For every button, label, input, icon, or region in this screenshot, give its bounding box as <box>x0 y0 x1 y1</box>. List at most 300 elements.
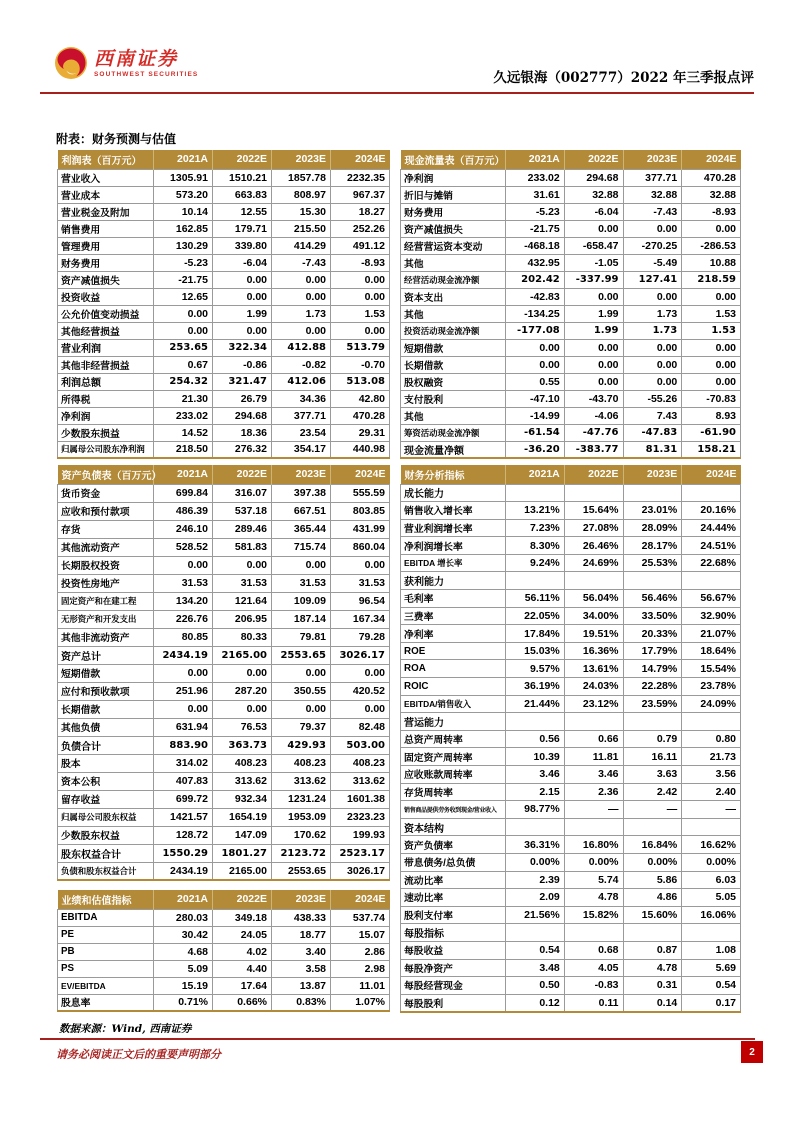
table-row <box>58 977 390 994</box>
cell-value: 4.40 <box>213 960 272 977</box>
table-row <box>58 994 390 1011</box>
cell-value: -5.23 <box>506 203 565 220</box>
cell-value: 3.63 <box>623 766 682 784</box>
cell-value: 16.11 <box>623 748 682 766</box>
cell-value: 16.62% <box>682 836 741 854</box>
table-row <box>58 808 390 826</box>
cell-value: 0.56 <box>506 730 565 748</box>
cell-value: 130.29 <box>154 237 213 254</box>
table-row <box>401 959 741 977</box>
cell-value: 883.90 <box>154 736 213 754</box>
cell-value: 23.59% <box>623 695 682 713</box>
cell-value: 313.62 <box>331 772 390 790</box>
brand-logo-text <box>94 49 198 78</box>
row-label: 资本支出 <box>401 288 506 305</box>
row-label: 每股收益 <box>401 941 506 959</box>
row-label: 支付股利 <box>401 390 506 407</box>
row-label: 财务费用 <box>58 254 154 271</box>
cell-value: 0.00 <box>154 305 213 322</box>
cell-value: 0.00 <box>154 700 213 718</box>
cell-value: 0.00% <box>506 853 565 871</box>
table-row <box>401 994 741 1012</box>
cell-value: 170.62 <box>272 826 331 844</box>
cell-value: 631.94 <box>154 718 213 736</box>
table-row <box>401 537 741 555</box>
cell-value: 0.17 <box>682 994 741 1012</box>
table-header-row <box>401 465 741 484</box>
table-row <box>58 610 390 628</box>
column-header: 2023E <box>272 890 331 909</box>
row-label: 长期股权投资 <box>58 556 154 574</box>
cell-value: 420.52 <box>331 682 390 700</box>
row-label: 短期借款 <box>401 339 506 356</box>
table-row <box>401 554 741 572</box>
cell-value: 251.96 <box>154 682 213 700</box>
cell-value: 699.84 <box>154 484 213 502</box>
table-row <box>58 736 390 754</box>
cell-value: -47.83 <box>623 424 682 441</box>
table-row <box>58 592 390 610</box>
right-column <box>400 150 741 1036</box>
cell-value: 2.86 <box>331 943 390 960</box>
cell-value: 0.00 <box>272 322 331 339</box>
cell-value: 0.00 <box>331 288 390 305</box>
row-label: 净利率 <box>401 625 506 643</box>
cell-value: 31.53 <box>272 574 331 592</box>
table-row <box>401 889 741 907</box>
cell-value: 21.30 <box>154 390 213 407</box>
cell-value: -1.05 <box>564 254 623 271</box>
cell-value: 0.54 <box>682 977 741 995</box>
table-row <box>58 790 390 808</box>
table-row <box>401 783 741 801</box>
cell-value: 0.55 <box>506 373 565 390</box>
cell-value: 1953.09 <box>272 808 331 826</box>
column-header: 2024E <box>682 465 741 484</box>
table-title: 现金流量表（百万元） <box>401 150 506 169</box>
cell-value: 11.01 <box>331 977 390 994</box>
cell-value: 82.48 <box>331 718 390 736</box>
cell-value: 573.20 <box>154 186 213 203</box>
cell-value: 16.36% <box>564 642 623 660</box>
cell-value: 246.10 <box>154 520 213 538</box>
cell-value: 253.65 <box>154 339 213 356</box>
cell-value: 76.53 <box>213 718 272 736</box>
cell-value: 294.68 <box>213 407 272 424</box>
cell-value: 0.00 <box>154 556 213 574</box>
row-label: 带息债务/总负债 <box>401 853 506 871</box>
row-label: 流动比率 <box>401 871 506 889</box>
cell-value: 80.85 <box>154 628 213 646</box>
cell-value: 0.71% <box>154 994 213 1011</box>
cell-value: -21.75 <box>154 271 213 288</box>
cell-value: 537.74 <box>331 909 390 926</box>
table-row <box>58 407 390 424</box>
row-label: 每股净资产 <box>401 959 506 977</box>
cell-value: 803.85 <box>331 502 390 520</box>
cell-value: 0.00% <box>564 853 623 871</box>
table-row <box>58 862 390 880</box>
table-row <box>401 254 741 271</box>
cell-value: 206.95 <box>213 610 272 628</box>
table-row <box>401 441 741 458</box>
cell-value: 98.77% <box>506 801 565 819</box>
cell-value: 96.54 <box>331 592 390 610</box>
row-label: 所得税 <box>58 390 154 407</box>
cell-value: 23.12% <box>564 695 623 713</box>
table-row <box>401 373 741 390</box>
row-label: 销售收入增长率 <box>401 502 506 520</box>
row-label: PS <box>58 960 154 977</box>
cell-value: 289.46 <box>213 520 272 538</box>
cell-value: 5.69 <box>682 959 741 977</box>
row-label: 负债和股东权益合计 <box>58 862 154 880</box>
cell-value: -70.83 <box>682 390 741 407</box>
column-header: 2024E <box>331 150 390 169</box>
cell-value: 1.53 <box>682 322 741 339</box>
section-row <box>401 818 741 836</box>
cell-value: 280.03 <box>154 909 213 926</box>
cell-value: 276.32 <box>213 441 272 458</box>
row-label: 净利润 <box>58 407 154 424</box>
brand-logo <box>54 46 198 80</box>
cell-value <box>564 572 623 590</box>
cell-value: 0.68 <box>564 941 623 959</box>
table-row <box>401 871 741 889</box>
row-label: 其他负债 <box>58 718 154 736</box>
cell-value <box>506 572 565 590</box>
cell-value: 33.50% <box>623 607 682 625</box>
table-row <box>58 356 390 373</box>
column-header: 2021A <box>506 150 565 169</box>
cell-value: 1.08 <box>682 941 741 959</box>
row-label: 现金流量净额 <box>401 441 506 458</box>
cell-value: 22.28% <box>623 678 682 696</box>
cell-value: 0.00 <box>154 322 213 339</box>
cell-value: 18.27 <box>331 203 390 220</box>
cell-value: 3026.17 <box>331 646 390 664</box>
cell-value <box>506 924 565 942</box>
section-row <box>401 572 741 590</box>
cell-value: 25.53% <box>623 554 682 572</box>
cell-value: -0.83 <box>564 977 623 995</box>
cell-value <box>506 484 565 502</box>
header-rule <box>40 92 754 94</box>
table-row <box>58 305 390 322</box>
cell-value: 316.07 <box>213 484 272 502</box>
valuation-metrics-table <box>57 890 390 1012</box>
row-label: 短期借款 <box>58 664 154 682</box>
row-label: 存货 <box>58 520 154 538</box>
cell-value: 0.14 <box>623 994 682 1012</box>
cell-value: 27.08% <box>564 519 623 537</box>
cell-value: 528.52 <box>154 538 213 556</box>
row-label: 负债合计 <box>58 736 154 754</box>
cell-value: 21.44% <box>506 695 565 713</box>
cell-value: -61.90 <box>682 424 741 441</box>
cell-value: 2165.00 <box>213 862 272 880</box>
cell-value: 2323.23 <box>331 808 390 826</box>
cell-value: 199.93 <box>331 826 390 844</box>
column-header: 2021A <box>154 465 213 484</box>
cell-value: 18.36 <box>213 424 272 441</box>
cell-value: 215.50 <box>272 220 331 237</box>
cell-value: 0.00 <box>331 271 390 288</box>
cell-value: -42.83 <box>506 288 565 305</box>
column-header: 2021A <box>154 890 213 909</box>
table-row <box>58 339 390 356</box>
cell-value: 1.07% <box>331 994 390 1011</box>
cell-value: 0.31 <box>623 977 682 995</box>
row-label: 股东权益合计 <box>58 844 154 862</box>
cell-value: 147.09 <box>213 826 272 844</box>
column-header: 2022E <box>213 890 272 909</box>
cell-value <box>623 713 682 731</box>
cell-value: 0.00 <box>682 373 741 390</box>
section-row <box>401 484 741 502</box>
cell-value: -21.75 <box>506 220 565 237</box>
table-row <box>58 502 390 520</box>
cell-value: -36.20 <box>506 441 565 458</box>
table-row <box>58 390 390 407</box>
cell-value: 24.03% <box>564 678 623 696</box>
column-header: 2023E <box>623 150 682 169</box>
cell-value: 0.00 <box>213 556 272 574</box>
cell-value: 24.69% <box>564 554 623 572</box>
cell-value: 0.00% <box>682 853 741 871</box>
row-label: 营业税金及附加 <box>58 203 154 220</box>
cell-value: 0.00 <box>564 220 623 237</box>
balance-sheet-table <box>57 465 390 881</box>
table-row <box>58 909 390 926</box>
footer-rule <box>40 1038 755 1040</box>
cell-value: 21.73 <box>682 748 741 766</box>
cell-value: 0.00 <box>272 700 331 718</box>
row-label: 资本结构 <box>401 818 506 836</box>
cell-value: 17.79% <box>623 642 682 660</box>
cell-value: 109.09 <box>272 592 331 610</box>
cell-value: 56.04% <box>564 590 623 608</box>
cell-value: — <box>623 801 682 819</box>
table-row <box>401 407 741 424</box>
page-header <box>40 42 754 90</box>
cell-value: 8.30% <box>506 537 565 555</box>
table-row <box>401 339 741 356</box>
cell-value: 503.00 <box>331 736 390 754</box>
cell-value: 429.93 <box>272 736 331 754</box>
cell-value: 20.16% <box>682 502 741 520</box>
cell-value: -177.08 <box>506 322 565 339</box>
row-label: 获利能力 <box>401 572 506 590</box>
cell-value: 10.88 <box>682 254 741 271</box>
brand-logo-icon <box>54 46 88 80</box>
row-label: 速动比率 <box>401 889 506 907</box>
cell-value: 486.39 <box>154 502 213 520</box>
cell-value <box>506 818 565 836</box>
cell-value: 1510.21 <box>213 169 272 186</box>
cell-value: 2523.17 <box>331 844 390 862</box>
cell-value: 1.73 <box>623 305 682 322</box>
table-row <box>58 186 390 203</box>
row-label: 其他 <box>401 407 506 424</box>
cell-value: 218.50 <box>154 441 213 458</box>
cell-value: 715.74 <box>272 538 331 556</box>
cell-value: 294.68 <box>564 169 623 186</box>
row-label: 销售费用 <box>58 220 154 237</box>
cell-value: 81.31 <box>623 441 682 458</box>
cell-value: 0.00 <box>213 288 272 305</box>
cell-value: 0.00 <box>331 700 390 718</box>
cell-value: 31.53 <box>331 574 390 592</box>
cell-value: 397.38 <box>272 484 331 502</box>
cell-value: 408.23 <box>331 754 390 772</box>
cell-value: 36.19% <box>506 678 565 696</box>
cell-value: 202.42 <box>506 271 565 288</box>
table-row <box>58 520 390 538</box>
cell-value: 128.72 <box>154 826 213 844</box>
cell-value: 967.37 <box>331 186 390 203</box>
cell-value: 1801.27 <box>213 844 272 862</box>
cell-value <box>623 818 682 836</box>
cell-value: -6.04 <box>564 203 623 220</box>
cell-value <box>564 484 623 502</box>
cell-value: -286.53 <box>682 237 741 254</box>
cell-value: 34.00% <box>564 607 623 625</box>
column-header: 2023E <box>272 465 331 484</box>
cell-value: 0.66% <box>213 994 272 1011</box>
row-label: 管理费用 <box>58 237 154 254</box>
table-row <box>58 574 390 592</box>
cell-value: 0.00 <box>213 271 272 288</box>
cell-value: 16.84% <box>623 836 682 854</box>
cell-value: 24.05 <box>213 926 272 943</box>
cell-value: 0.87 <box>623 941 682 959</box>
cell-value: 932.34 <box>213 790 272 808</box>
row-label: 股权融资 <box>401 373 506 390</box>
cell-value: -14.99 <box>506 407 565 424</box>
brand-name-en: SOUTHWEST SECURITIES <box>94 71 199 78</box>
page-number-badge: 2 <box>741 1041 763 1063</box>
cell-value: 2.15 <box>506 783 565 801</box>
cell-value: 354.17 <box>272 441 331 458</box>
cell-value: -8.93 <box>331 254 390 271</box>
table-row <box>58 826 390 844</box>
cell-value: 313.62 <box>213 772 272 790</box>
cell-value: -0.86 <box>213 356 272 373</box>
section-row <box>401 924 741 942</box>
column-header: 2022E <box>213 465 272 484</box>
cell-value: 23.78% <box>682 678 741 696</box>
table-row <box>58 700 390 718</box>
cell-value <box>682 818 741 836</box>
cell-value <box>564 924 623 942</box>
cash-flow-table <box>400 150 741 459</box>
table-row <box>58 288 390 305</box>
table-row <box>401 237 741 254</box>
row-label: 货币资金 <box>58 484 154 502</box>
cell-value: 24.09% <box>682 695 741 713</box>
cell-value: 0.00 <box>272 288 331 305</box>
table-row <box>58 718 390 736</box>
row-label: 销售商品提供劳务收到现金/营业收入 <box>401 801 506 819</box>
cell-value: 252.26 <box>331 220 390 237</box>
row-label: 少数股东损益 <box>58 424 154 441</box>
cell-value: 7.23% <box>506 519 565 537</box>
column-header: 2022E <box>564 150 623 169</box>
table-row <box>401 288 741 305</box>
cell-value: 0.11 <box>564 994 623 1012</box>
cell-value: 0.00 <box>272 664 331 682</box>
cell-value: 24.51% <box>682 537 741 555</box>
cell-value: 134.20 <box>154 592 213 610</box>
row-label: 应付和预收款项 <box>58 682 154 700</box>
cell-value: 56.11% <box>506 590 565 608</box>
cell-value: 23.54 <box>272 424 331 441</box>
row-label: 营业收入 <box>58 169 154 186</box>
cell-value: 254.32 <box>154 373 213 390</box>
cell-value: 15.07 <box>331 926 390 943</box>
cell-value: 414.29 <box>272 237 331 254</box>
cell-value <box>682 572 741 590</box>
cell-value: 0.00 <box>564 288 623 305</box>
cell-value: 1.53 <box>682 305 741 322</box>
cell-value: 0.00 <box>682 220 741 237</box>
cell-value: 314.02 <box>154 754 213 772</box>
table-row <box>58 169 390 186</box>
cell-value: -5.23 <box>154 254 213 271</box>
cell-value: 21.56% <box>506 906 565 924</box>
cell-value: 18.64% <box>682 642 741 660</box>
table-row <box>58 664 390 682</box>
cell-value: 363.73 <box>213 736 272 754</box>
row-label: EBITDA <box>58 909 154 926</box>
cell-value: 0.00 <box>213 700 272 718</box>
cell-value: 19.51% <box>564 625 623 643</box>
cell-value: -8.93 <box>682 203 741 220</box>
cell-value: -383.77 <box>564 441 623 458</box>
section-title: 附表：财务预测与估值 <box>56 132 177 146</box>
cell-value: 34.36 <box>272 390 331 407</box>
cell-value: — <box>682 801 741 819</box>
row-label: 三费率 <box>401 607 506 625</box>
row-label: 经营活动现金流净额 <box>401 271 506 288</box>
cell-value: 79.37 <box>272 718 331 736</box>
table-row <box>58 628 390 646</box>
cell-value: 5.05 <box>682 889 741 907</box>
cell-value: 537.18 <box>213 502 272 520</box>
column-header: 2022E <box>564 465 623 484</box>
cell-value: 32.88 <box>564 186 623 203</box>
row-label: 筹资活动现金流净额 <box>401 424 506 441</box>
table-row <box>58 254 390 271</box>
cell-value: 0.83% <box>272 994 331 1011</box>
row-label: 其他非经营损益 <box>58 356 154 373</box>
cell-value: 513.08 <box>331 373 390 390</box>
table-row <box>58 203 390 220</box>
cell-value: 121.64 <box>213 592 272 610</box>
cell-value: 32.90% <box>682 607 741 625</box>
cell-value: 431.99 <box>331 520 390 538</box>
cell-value: 15.54% <box>682 660 741 678</box>
row-label: 投资活动现金流净额 <box>401 322 506 339</box>
cell-value: 0.00 <box>213 322 272 339</box>
table-row <box>58 538 390 556</box>
cell-value: 1550.29 <box>154 844 213 862</box>
cell-value: 0.00 <box>682 288 741 305</box>
cell-value: 158.21 <box>682 441 741 458</box>
cell-value: 3.58 <box>272 960 331 977</box>
financial-analysis-table <box>400 465 741 1013</box>
